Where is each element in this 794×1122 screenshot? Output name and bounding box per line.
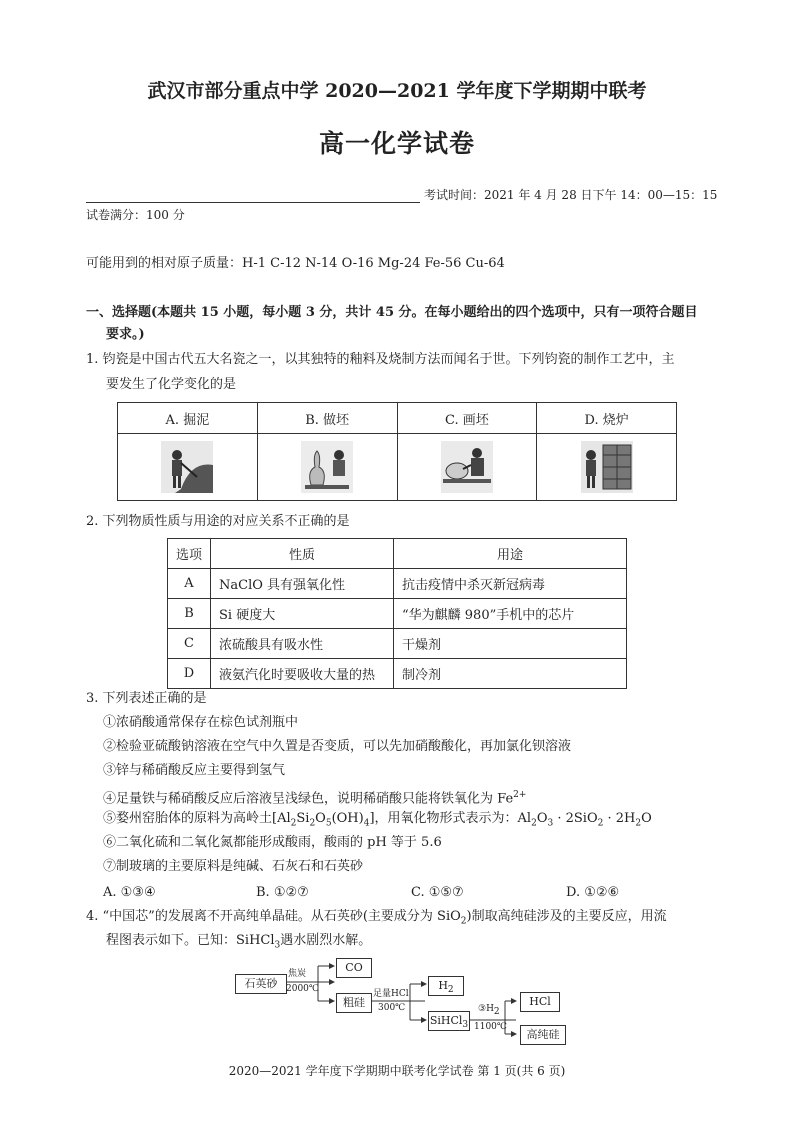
flow-step3-sub: 2: [493, 1006, 500, 1017]
flow-label-hcl: 足量HCl: [373, 989, 409, 999]
exam-time: 考试时间：2021 年 4 月 28 日下午 14：00—15：15: [424, 188, 718, 202]
q2-row-b-option: B: [168, 599, 211, 629]
q2-row-b-use: “华为麒麟 980”手机中的芯片: [394, 599, 627, 629]
q1-image-cell-c: [397, 434, 537, 501]
q3-s5-part: ]，用氧化物形式表示为：Al: [369, 811, 532, 826]
q3-s5-sub: 2: [309, 818, 316, 829]
q2-row-d-use: 制冷剂: [394, 659, 627, 689]
q1-option-c: C. 画坯: [397, 403, 537, 434]
q3-s5-sub: 2: [290, 818, 297, 829]
q3-s5-part: ⑤婺州窑胎体的原料为高岭土[Al: [103, 811, 291, 826]
flow-box-co: CO: [336, 958, 372, 978]
q2-row-a-use: 抗击疫情中杀灭新冠病毒: [394, 569, 627, 599]
digging-clay-illustration: [161, 441, 213, 493]
q1-stem-cont: 要发生了化学变化的是: [106, 377, 237, 392]
q3-statement-1: ①浓硝酸通常保存在棕色试剂瓶中: [103, 715, 299, 730]
flow-label-coke: 焦炭: [288, 969, 307, 979]
q3-statement-7: ⑦制玻璃的主要原料是纯碱、石灰石和石英砂: [103, 859, 364, 874]
q3-option-c: C. ①⑤⑦: [411, 885, 464, 900]
q2-row-d-property: 液氨汽化时要吸收大量的热: [211, 659, 394, 689]
q4-stem-cont: [106, 932, 371, 955]
q3-s5-sub: 2: [531, 818, 537, 829]
underline-rule: [86, 188, 420, 203]
q1-image-cell-d: [537, 434, 677, 501]
q3-option-d: D. ①②⑥: [566, 885, 620, 900]
q3-option-b: B. ①②⑦: [256, 885, 309, 900]
q1-image-cell-a: [118, 434, 258, 501]
flow-box-crude-si: 粗硅: [336, 993, 372, 1013]
q3-s5-part: · 2SiO: [553, 811, 598, 826]
q2-stem: 2. 下列物质性质与用途的对应关系不正确的是: [86, 514, 350, 529]
q1-stem: 1. 钧瓷是中国古代五大名瓷之一，以其独特的釉料及烧制方法而闻名于世。下列钧瓷的制作工艺中，主: [86, 352, 675, 367]
flow-box-quartz: 石英砂: [235, 974, 287, 994]
subject-title: 高一化学试卷: [318, 129, 475, 158]
flow-box-pure-si: 高纯硅: [520, 1025, 566, 1045]
flow-label-2000c: 2000℃: [286, 984, 319, 994]
table-row: [168, 659, 627, 689]
table-row: [168, 599, 627, 629]
q2-row-c-property: 浓硫酸具有吸水性: [211, 629, 394, 659]
flow-h2-text: H: [438, 979, 448, 992]
q4-stem-part: 4. “中国芯”的发展离不开高纯单晶硅。从石英砂(主要成分为 SiO: [86, 909, 461, 924]
flow-sihcl3-sub: 3: [462, 1020, 469, 1031]
kiln-firing-illustration: [581, 441, 633, 493]
q3-statement-3: ③锌与稀硝酸反应主要得到氢气: [103, 763, 286, 778]
q4-stem-part: 遇水剧烈水解。: [280, 933, 372, 948]
q2-table: [167, 538, 627, 689]
q2-row-c-option: C: [168, 629, 211, 659]
section1-heading-cont: 要求。): [106, 327, 145, 342]
section1-heading: 一、选择题(本题共 15 小题，每小题 3 分，共计 45 分。在每小题给出的四个选项中，只有一项符合题目: [86, 305, 698, 320]
q2-row-a-property: NaClO 具有强氧化性: [211, 569, 394, 599]
flow-sihcl3-text: SiHCl: [429, 1014, 463, 1027]
q3-s5-sub: 4: [363, 818, 370, 829]
q2-header-option: 选项: [168, 539, 211, 569]
flow-step3-text: ③H: [478, 1004, 494, 1014]
q3-s4-text: ④足量铁与稀硝酸反应后溶液呈浅绿色，说明稀硝酸只能将铁氧化为 Fe: [103, 791, 514, 807]
q1-option-a: A. 掘泥: [118, 403, 258, 434]
q3-s5-part: O: [315, 811, 326, 826]
q2-header-use: 用途: [394, 539, 627, 569]
q3-s5-part: Si: [296, 811, 310, 826]
q4-stem: [86, 908, 667, 931]
q2-row-d-option: D: [168, 659, 211, 689]
q3-s5-sub: 2: [635, 818, 642, 829]
shaping-vessel-illustration: [301, 441, 353, 493]
page-footer: 2020—2021 学年度下学期期中联考化学试卷 第 1 页(共 6 页): [228, 1064, 566, 1078]
full-score: 试卷满分：100 分: [86, 208, 185, 222]
exam-time-line: [86, 186, 717, 203]
q3-option-a: A. ①③④: [103, 885, 156, 900]
flow-label-300c: 300℃: [378, 1003, 406, 1013]
flow-box-sihcl3: [428, 1011, 470, 1031]
flow-label-h2: [478, 1004, 500, 1017]
q2-row-c-use: 干燥剂: [394, 629, 627, 659]
q3-s5-sub: 2: [597, 818, 604, 829]
q1-option-d: D. 烧炉: [537, 403, 677, 434]
q1-option-b: B. 做坯: [257, 403, 397, 434]
flow-label-1100c: 1100℃: [474, 1022, 507, 1032]
q3-s5-part: · 2H: [603, 811, 636, 826]
q3-statement-5: [103, 810, 652, 833]
table-row: [168, 569, 627, 599]
q3-statement-6: ⑥二氧化硫和二氧化氮都能形成酸雨，酸雨的 pH 等于 5.6: [103, 835, 442, 850]
q2-row-a-option: A: [168, 569, 211, 599]
flow-box-h2: [428, 976, 464, 996]
flow-h2-sub: 2: [447, 985, 454, 996]
q2-row-b-property: Si 硬度大: [211, 599, 394, 629]
q2-header-property: 性质: [211, 539, 394, 569]
painting-vessel-illustration: [441, 441, 493, 493]
q3-s5-part: O: [536, 811, 548, 826]
q3-stem: 3. 下列表述正确的是: [86, 691, 207, 706]
q4-stem-part: )制取高纯硅涉及的主要反应，用流: [466, 909, 667, 924]
q3-s5-part: O: [641, 811, 652, 826]
q3-s4-sup: 2+: [513, 790, 527, 800]
q3-statement-2: ②检验亚硫酸钠溶液在空气中久置是否变质，可以先加硝酸酸化，再加氯化钡溶液: [103, 739, 572, 754]
q1-options-table: [117, 402, 677, 501]
flow-box-hcl: HCl: [520, 992, 560, 1012]
q4-stem-part: 程图表示如下。已知：SiHCl: [106, 933, 275, 948]
atomic-masses: 可能用到的相对原子质量：H-1 C-12 N-14 O-16 Mg-24 Fe-56 Cu-64: [86, 256, 505, 271]
q3-s5-sub: 3: [547, 818, 554, 829]
q3-s5-sub: 5: [325, 818, 332, 829]
q3-s5-part: (OH): [331, 811, 364, 826]
q3-statement-4: [103, 786, 526, 808]
q4-stem-sub: 3: [274, 940, 281, 951]
q1-image-cell-b: [257, 434, 397, 501]
exam-title: 武汉市部分重点中学 2020—2021 学年度下学期期中联考: [147, 80, 647, 102]
q4-stem-sub: 2: [460, 916, 467, 927]
table-row: [168, 629, 627, 659]
